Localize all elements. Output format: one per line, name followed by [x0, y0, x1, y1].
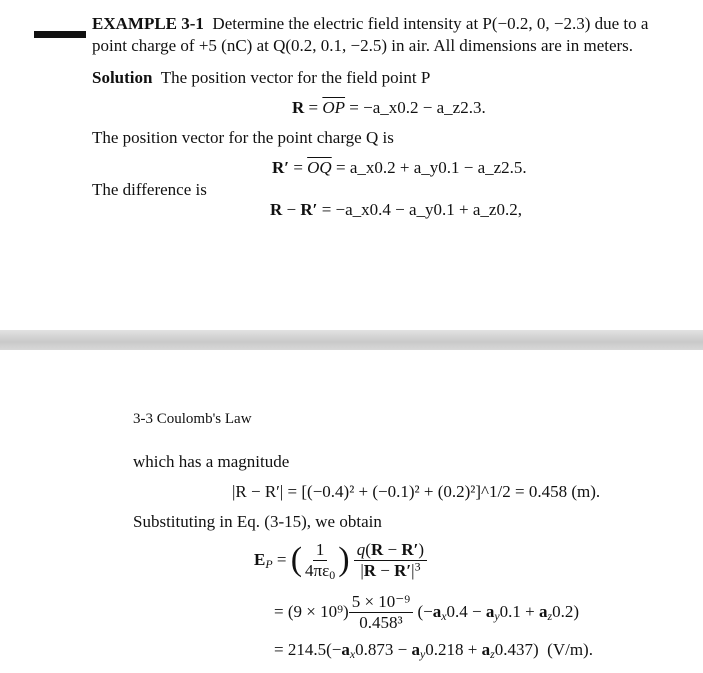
example-marker-bar	[34, 31, 86, 38]
difference-text: The difference is	[92, 180, 207, 199]
equation-magnitude: |R − R′| = [(−0.4)² + (−0.1)² + (0.2)²]^1/2 = 0.458 (m).	[232, 482, 601, 501]
position-Q-text: The position vector for the point charge Q is	[92, 128, 394, 147]
magnitude-text: which has a magnitude	[133, 452, 290, 471]
solution-intro: The position vector for the field point P	[160, 68, 431, 87]
solution-line	[92, 68, 430, 88]
page-top	[0, 0, 703, 330]
page-bottom	[0, 350, 703, 673]
example-label: EXAMPLE 3-1	[92, 14, 204, 33]
equation-R-prime-rhs: a_x0.2 + a_y0.1 − a_z2.5.	[349, 158, 527, 177]
example-statement-1: Determine the electric field intensity at P(−0.2, 0, −2.3) due to a	[212, 14, 649, 33]
equation-R-rhs: −a_x0.2 − a_z2.3.	[363, 98, 486, 117]
equation-result: = $214.5(-a_x0.873 - a_y0.218 + a_z0.437)$ (V/m).	[274, 640, 593, 661]
equation-Ep: $E_P$ = ( $\frac{1}{4\pi\varepsilon_0}$ ) $\frac{q(R - R')}{|R - R'|^3}$	[254, 534, 427, 586]
charge-factor: 5 × 10⁻⁹	[349, 592, 414, 613]
coulomb-constant: (9 × 10⁹)	[287, 602, 349, 621]
example-statement-2: point charge of +5 (nC) at Q(0.2, 0.1, −2.5) in air. All dimensions are in meters.	[92, 36, 634, 55]
equation-difference: R − R′ = −a_x0.4 − a_y0.1 + a_z0.2,	[270, 200, 522, 219]
equation-R: $R = \overline{OP}$ = −a_x0.2 − a_z2.3.	[292, 98, 486, 117]
equation-substituted: = (9 × 10⁹) $\frac{\text{5 × 10⁻⁹}}{\text{0.458³}}$ $(-a_x0.4 - a_y0.1 + a_z0.2)$	[274, 591, 579, 632]
equation-R-prime: $R' = \overline{OQ}$ = a_x0.2 + a_y0.1 − a_z2.5.	[272, 158, 527, 177]
substitution-text: Substituting in Eq. (3-15), we obtain	[133, 512, 382, 531]
result-value: 214.5	[287, 640, 327, 659]
example-line-1	[92, 14, 648, 34]
distance-cubed: 0.458³	[359, 612, 403, 632]
result-unit: (V/m).	[547, 640, 593, 659]
section-header: 3-3 Coulomb's Law	[133, 411, 252, 427]
solution-label: Solution	[92, 68, 153, 87]
equation-difference-rhs: −a_x0.4 − a_y0.1 + a_z0.2,	[335, 200, 522, 219]
page-divider	[0, 330, 703, 350]
